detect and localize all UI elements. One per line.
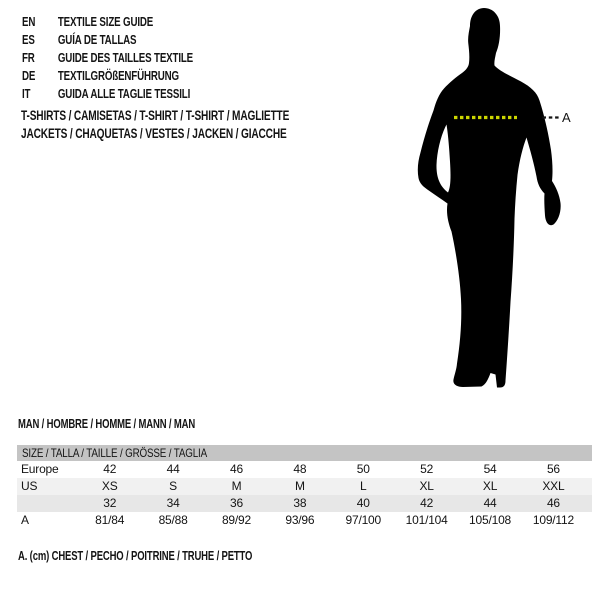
size-cell: 38 — [293, 496, 307, 510]
row-label — [17, 495, 78, 512]
size-cell: 93/96 — [285, 513, 315, 527]
size-cell: 44 — [483, 496, 497, 510]
language-label: GUIDE DES TAILLES TEXTILE — [57, 51, 194, 65]
language-code: ES — [22, 33, 35, 47]
row-label: A — [21, 513, 29, 527]
size-cell: 46 — [546, 496, 560, 510]
category-line-tshirts: T-SHIRTS / CAMISETAS / T-SHIRT / T-SHIRT / MAGLIETTE — [21, 108, 290, 123]
language-label: GUIDA ALLE TAGLIE TESSILI — [57, 87, 191, 101]
size-cell: 52 — [420, 462, 434, 476]
language-code: IT — [22, 87, 31, 101]
size-cell: 97/100 — [345, 513, 382, 527]
size-cell: 32 — [103, 496, 117, 510]
table-row-europe — [17, 461, 592, 478]
table-row-us — [17, 478, 592, 495]
language-guide-list — [22, 13, 241, 103]
size-cell: 109/112 — [532, 513, 574, 527]
language-label: TEXTILGRÖßENFÜHRUNG — [57, 69, 179, 83]
size-cell: XL — [419, 479, 434, 493]
size-cell: 89/92 — [221, 513, 251, 527]
measurement-footnote — [18, 549, 326, 563]
language-code: DE — [22, 69, 36, 83]
section-title-text: MAN / HOMBRE / HOMME / MANN / MAN — [18, 417, 196, 431]
row-label: Europe — [21, 462, 59, 476]
size-cell: 36 — [230, 496, 243, 510]
size-table — [17, 445, 592, 529]
table-row-us-numeric — [17, 495, 592, 512]
measurement-footnote-text: A. (cm) CHEST / PECHO / POITRINE / TRUHE / PETTO — [18, 549, 253, 563]
size-cell: 46 — [230, 462, 243, 476]
section-title-man — [18, 417, 251, 431]
size-cell: 50 — [356, 462, 370, 476]
size-cell: 105/108 — [469, 513, 512, 527]
language-row-fr — [22, 49, 193, 67]
size-table-header-text: SIZE / TALLA / TAILLE / GRÖSSE / TAGLIA — [22, 446, 208, 460]
language-row-it — [22, 85, 193, 103]
size-cell: 42 — [103, 462, 117, 476]
size-cell: XS — [101, 479, 118, 493]
size-cell: L — [360, 479, 367, 493]
size-cell: 34 — [166, 496, 180, 510]
size-cell: 85/88 — [158, 513, 188, 527]
size-cell: 101/104 — [405, 513, 448, 527]
size-cell: 81/84 — [95, 513, 125, 527]
size-cell: 48 — [293, 462, 307, 476]
size-cell: XL — [482, 479, 498, 493]
size-table-header — [17, 445, 592, 461]
category-line-jackets: JACKETS / CHAQUETAS / VESTES / JACKEN / GIACCHE — [21, 126, 287, 141]
language-label: GUÍA DE TALLAS — [57, 33, 137, 47]
size-cell: 40 — [356, 496, 370, 510]
man-silhouette — [418, 8, 561, 388]
man-silhouette-figure — [405, 5, 600, 395]
garment-categories — [21, 107, 379, 143]
row-label: US — [21, 479, 38, 493]
language-row-es — [22, 31, 193, 49]
size-cell: 54 — [483, 462, 497, 476]
table-row-chest-a — [17, 512, 592, 529]
size-cell: 42 — [420, 496, 434, 510]
measure-label-a: A — [562, 110, 571, 125]
language-code: EN — [22, 15, 36, 29]
language-label: TEXTILE SIZE GUIDE — [57, 15, 154, 29]
size-cell: M — [294, 479, 305, 493]
size-cell: 44 — [166, 462, 180, 476]
language-row-en — [22, 13, 193, 31]
size-cell: XXL — [542, 479, 565, 493]
language-code: FR — [22, 51, 35, 65]
size-cell: 56 — [546, 462, 560, 476]
size-cell: S — [169, 479, 177, 493]
language-row-de — [22, 67, 193, 85]
size-cell: M — [231, 479, 242, 493]
